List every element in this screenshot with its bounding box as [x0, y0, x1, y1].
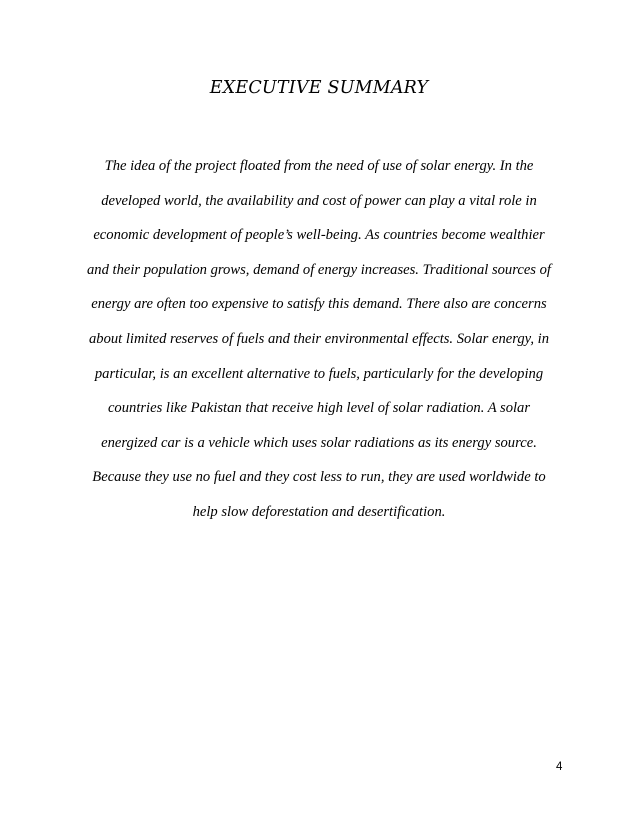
paragraph-line: and their population grows, demand of energy increases. Traditional sources of: [86, 261, 551, 278]
page-title: EXECUTIVE SUMMARY: [209, 78, 429, 98]
paragraph-line: Because they use no fuel and they cost less to run, they are used worldwide to: [92, 469, 546, 486]
executive-summary-paragraph: [66, 158, 572, 539]
paragraph-line: energy are often too expensive to satisfy this demand. There also are concerns: [91, 296, 547, 313]
paragraph-line: particular, is an excellent alternative to fuels, particularly for the developing: [94, 365, 544, 382]
paragraph-line: help slow deforestation and desertification.: [192, 503, 446, 520]
paragraph-line: energized car is a vehicle which uses solar radiations as its energy source.: [101, 434, 537, 451]
paragraph-line: The idea of the project floated from the need of use of solar energy. In the: [104, 158, 534, 174]
page-number: 4: [556, 761, 563, 773]
paragraph-line: countries like Pakistan that receive high level of solar radiation. A solar: [107, 400, 531, 417]
paragraph-line: developed world, the availability and cost of power can play a vital role in: [101, 192, 537, 209]
paragraph-line: about limited reserves of fuels and their environmental effects. Solar energy, in: [88, 330, 550, 347]
paragraph-line: economic development of people’s well-being. As countries become wealthier: [93, 227, 545, 244]
